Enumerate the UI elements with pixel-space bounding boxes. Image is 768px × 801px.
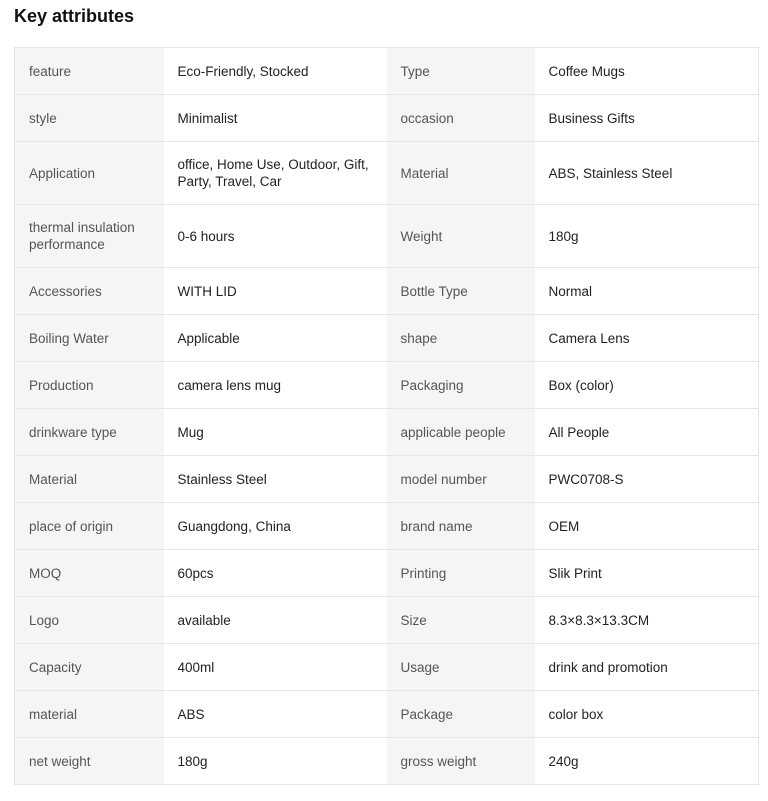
attribute-name: gross weight	[387, 738, 535, 785]
table-row	[15, 409, 759, 456]
attribute-value: Camera Lens	[535, 315, 759, 362]
attribute-value: Normal	[535, 268, 759, 315]
attribute-name: Production	[15, 362, 164, 409]
table-row	[15, 691, 759, 738]
attribute-name: Logo	[15, 597, 164, 644]
attribute-name: net weight	[15, 738, 164, 785]
attribute-value: 400ml	[164, 644, 387, 691]
attribute-value: 8.3×8.3×13.3CM	[535, 597, 759, 644]
attribute-name: MOQ	[15, 550, 164, 597]
table-row	[15, 205, 759, 268]
attribute-value: Eco-Friendly, Stocked	[164, 48, 387, 95]
attribute-name: drinkware type	[15, 409, 164, 456]
attribute-value: Box (color)	[535, 362, 759, 409]
attribute-name: Packaging	[387, 362, 535, 409]
table-row	[15, 95, 759, 142]
attribute-name: Material	[15, 456, 164, 503]
table-row	[15, 48, 759, 95]
attribute-name: Accessories	[15, 268, 164, 315]
attribute-name: shape	[387, 315, 535, 362]
attribute-name: Application	[15, 142, 164, 205]
attribute-value: Guangdong, China	[164, 503, 387, 550]
attribute-value: OEM	[535, 503, 759, 550]
attribute-name: brand name	[387, 503, 535, 550]
attribute-value: drink and promotion	[535, 644, 759, 691]
attribute-value: WITH LID	[164, 268, 387, 315]
attribute-name: style	[15, 95, 164, 142]
attribute-value: 180g	[164, 738, 387, 785]
attribute-value: 60pcs	[164, 550, 387, 597]
attribute-value: color box	[535, 691, 759, 738]
attribute-name: feature	[15, 48, 164, 95]
attribute-name: occasion	[387, 95, 535, 142]
attribute-value: Minimalist	[164, 95, 387, 142]
attribute-name: thermal insulation performance	[15, 205, 164, 268]
table-row	[15, 597, 759, 644]
attribute-name: Capacity	[15, 644, 164, 691]
attribute-name: Weight	[387, 205, 535, 268]
attribute-value: Coffee Mugs	[535, 48, 759, 95]
attribute-name: model number	[387, 456, 535, 503]
attribute-value: Mug	[164, 409, 387, 456]
table-row	[15, 268, 759, 315]
attribute-name: Bottle Type	[387, 268, 535, 315]
attribute-value: Applicable	[164, 315, 387, 362]
attribute-value: Slik Print	[535, 550, 759, 597]
attribute-value: Stainless Steel	[164, 456, 387, 503]
attribute-name: Package	[387, 691, 535, 738]
section-title: Key attributes	[14, 6, 135, 26]
attribute-value: ABS	[164, 691, 387, 738]
attribute-name: Size	[387, 597, 535, 644]
table-row	[15, 142, 759, 205]
attributes-table	[14, 47, 759, 785]
attribute-value: camera lens mug	[164, 362, 387, 409]
attribute-value: PWC0708-S	[535, 456, 759, 503]
attribute-value: 240g	[535, 738, 759, 785]
attribute-value: office, Home Use, Outdoor, Gift, Party, Travel, Car	[164, 142, 387, 205]
attribute-name: Boiling Water	[15, 315, 164, 362]
table-row	[15, 362, 759, 409]
attribute-value: available	[164, 597, 387, 644]
attribute-value: 0-6 hours	[164, 205, 387, 268]
attribute-value: ABS, Stainless Steel	[535, 142, 759, 205]
attribute-name: applicable people	[387, 409, 535, 456]
attribute-value: Business Gifts	[535, 95, 759, 142]
table-row	[15, 550, 759, 597]
attribute-name: Usage	[387, 644, 535, 691]
attribute-name: Material	[387, 142, 535, 205]
attribute-value: All People	[535, 409, 759, 456]
table-row	[15, 644, 759, 691]
table-row	[15, 315, 759, 362]
table-row	[15, 503, 759, 550]
attribute-name: material	[15, 691, 164, 738]
attribute-name: Printing	[387, 550, 535, 597]
table-row	[15, 456, 759, 503]
attribute-name: place of origin	[15, 503, 164, 550]
table-row	[15, 738, 759, 785]
attribute-value: 180g	[535, 205, 759, 268]
attribute-name: Type	[387, 48, 535, 95]
